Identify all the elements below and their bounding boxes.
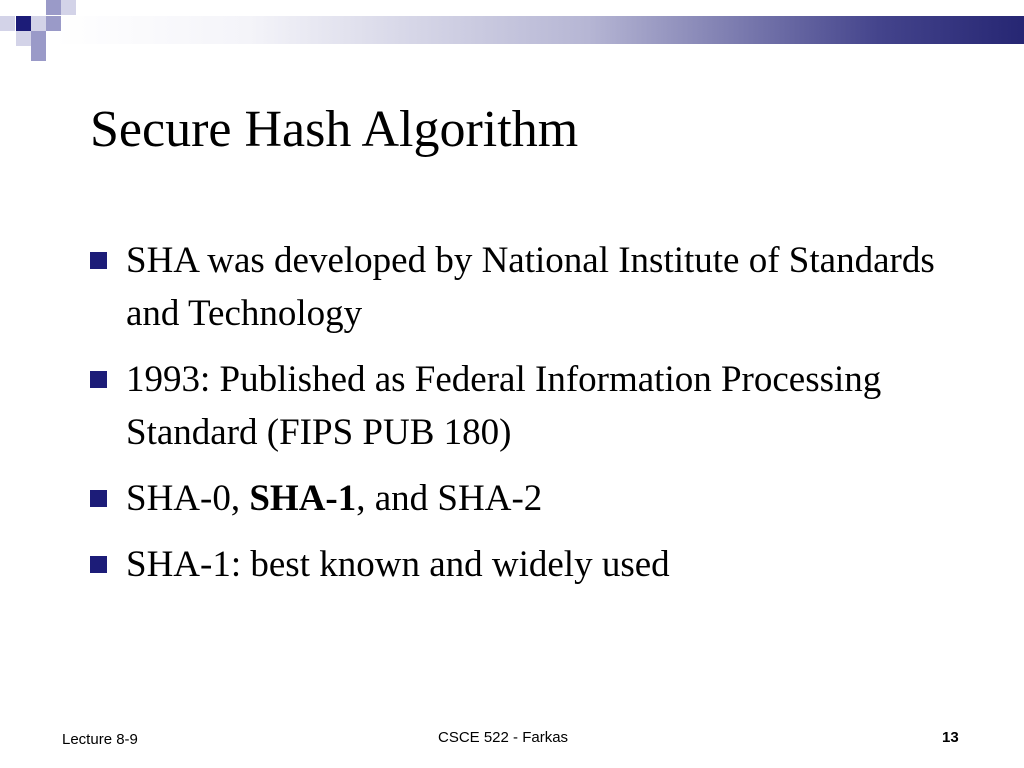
- square-bullet-icon: [90, 556, 107, 573]
- bullet-text: SHA-1: best known and widely used: [126, 544, 670, 585]
- square-bullet-icon: [90, 371, 107, 388]
- bullet-text: SHA was developed by National Institute of Standards and Technology: [126, 240, 935, 334]
- square-bullet-icon: [90, 252, 107, 269]
- logo-square: [16, 31, 31, 46]
- logo-square: [46, 16, 61, 31]
- bullet-item: [90, 234, 970, 340]
- footer-lecture-label: Lecture 8-9: [62, 731, 138, 748]
- header-gradient-bar: [55, 16, 1024, 44]
- bullet-text-segment: , and SHA-2: [356, 478, 543, 519]
- square-bullet-icon: [90, 490, 107, 507]
- bullet-item: [90, 538, 970, 591]
- bullet-item: [90, 353, 970, 459]
- logo-square: [0, 16, 15, 31]
- logo-square: [31, 16, 46, 31]
- logo-square: [46, 0, 61, 15]
- footer-page-number: 13: [942, 729, 959, 746]
- bullet-text: 1993: Published as Federal Information Processing Standard (FIPS PUB 180): [126, 359, 882, 453]
- logo-square: [31, 31, 46, 46]
- slide-title: Secure Hash Algorithm: [90, 101, 579, 158]
- bullet-list: [90, 234, 970, 604]
- logo-square: [61, 0, 76, 15]
- logo-square: [16, 16, 31, 31]
- footer-course-label: CSCE 522 - Farkas: [438, 729, 569, 746]
- bullet-text-bold-segment: SHA-1: [249, 478, 357, 519]
- bullet-item: [90, 472, 970, 525]
- bullet-text-segment: SHA-0,: [126, 478, 250, 519]
- logo-square: [31, 46, 46, 61]
